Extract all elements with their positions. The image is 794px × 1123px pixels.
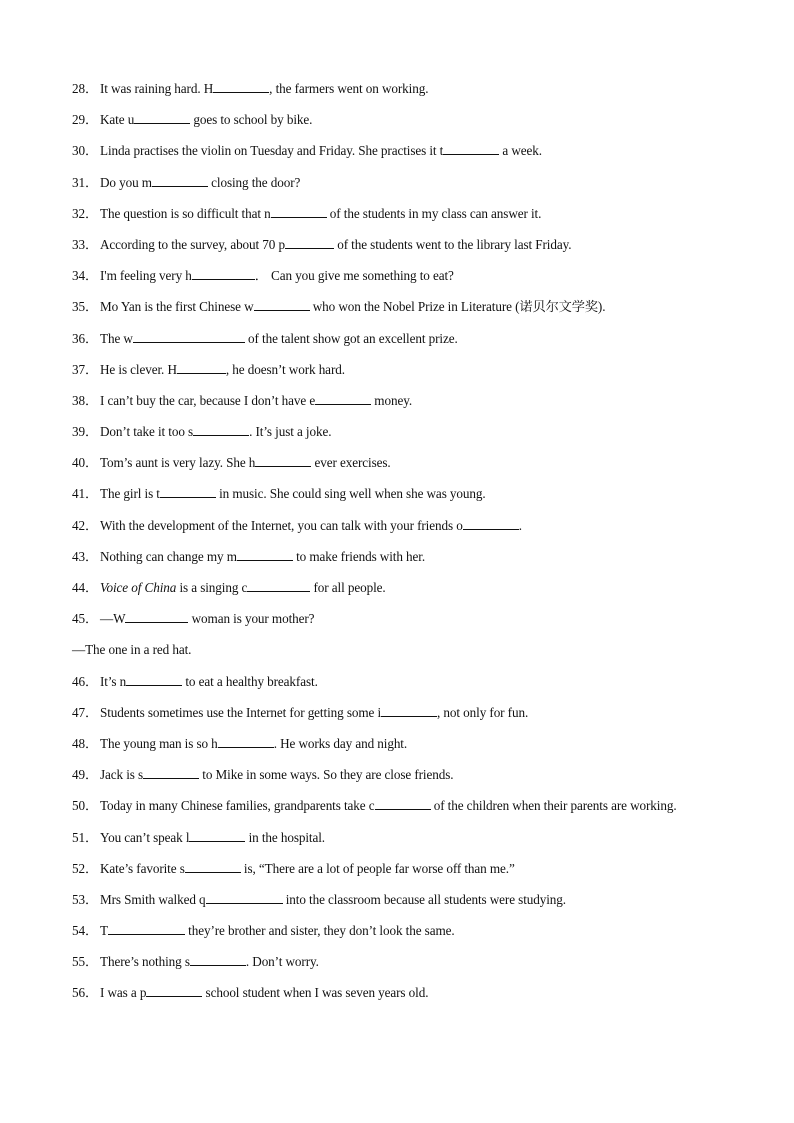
question-number: 51． [72, 829, 99, 845]
question-item [72, 891, 772, 922]
question-text: Don’t take it too s [100, 424, 194, 440]
question-text: Jack is s [100, 767, 144, 783]
answer-blank [255, 454, 311, 467]
answer-blank [160, 485, 216, 498]
question-text: It’s n [100, 673, 127, 689]
question-text: woman is your mother? [188, 611, 315, 627]
question-number: 43． [72, 548, 99, 564]
question-text: . Don’t worry. [245, 954, 319, 970]
question-text: The girl is t [100, 486, 160, 502]
question-number: 54． [72, 923, 99, 939]
answer-blank [134, 111, 190, 124]
question-text: I was a p [100, 985, 147, 1001]
question-item [72, 174, 772, 205]
answer-blank [126, 673, 182, 686]
answer-blank [381, 704, 437, 717]
answer-blank [143, 766, 199, 779]
question-text: ever exercises. [311, 455, 391, 471]
answer-blank [177, 361, 226, 374]
question-number: 55． [72, 954, 99, 970]
question-number: 31． [72, 174, 99, 190]
question-text: goes to school by bike. [190, 112, 313, 128]
question-text: who won the Nobel Prize in Literature (诺贝尔文学奖). [309, 299, 606, 315]
question-item [72, 548, 772, 579]
answer-blank [108, 922, 185, 935]
answer-blank [206, 891, 283, 904]
question-item [72, 142, 772, 173]
question-item [72, 579, 772, 610]
question-number: 35． [72, 299, 99, 315]
question-number: 29． [72, 112, 99, 128]
question-item [72, 922, 772, 953]
question-text: is a singing c [176, 580, 248, 595]
question-number: 36． [72, 330, 99, 346]
answer-blank [237, 548, 293, 561]
question-text: Students sometimes use the Internet for getting some i [100, 704, 382, 720]
answer-blank [254, 298, 310, 311]
question-number: 28． [72, 81, 99, 96]
question-number: 40． [72, 455, 99, 471]
question-number: 39． [72, 424, 99, 440]
question-text: With the development of the Internet, you can talk with your friends o [100, 517, 463, 533]
question-text: they’re brother and sister, they don’t look the same. [184, 923, 455, 939]
question-text: in the hospital. [245, 829, 326, 845]
question-item [72, 236, 772, 267]
question-number: 46． [72, 673, 99, 689]
question-text: school student when I was seven years old. [202, 985, 429, 1001]
answer-blank [146, 984, 202, 997]
question-text: Tom’s aunt is very lazy. She h [100, 455, 256, 471]
answer-blank [218, 735, 274, 748]
question-text: The young man is so h [100, 735, 218, 751]
answer-blank [190, 953, 246, 966]
question-text: You can’t speak l [100, 829, 190, 845]
question-item [72, 953, 772, 984]
answer-blank [133, 330, 245, 343]
answer-blank [125, 610, 188, 623]
question-text: He is clever. H [100, 361, 177, 377]
question-number: 45． [72, 611, 99, 627]
answer-blank [213, 80, 269, 93]
answer-blank [189, 829, 245, 842]
question-text: The question is so difficult that n [100, 205, 271, 221]
question-text: of the talent show got an excellent prize. [244, 330, 458, 346]
question-item [72, 829, 772, 860]
question-item [72, 330, 772, 361]
question-item [72, 205, 772, 236]
question-item [72, 361, 772, 392]
answer-blank [271, 205, 327, 218]
question-text: of the students in my class can answer it. [326, 205, 542, 221]
answer-blank [185, 860, 241, 873]
question-text: Linda practises the violin on Tuesday and Friday. She practises it t [100, 143, 444, 159]
answer-blank [152, 174, 208, 187]
question-text: to make friends with her. [292, 548, 426, 564]
question-number: 48． [72, 735, 99, 751]
question-item [72, 298, 772, 329]
question-number: 33． [72, 236, 99, 252]
question-item [72, 392, 772, 423]
question-text: is, “There are a lot of people far worse off than me.” [240, 860, 515, 876]
question-item [72, 610, 772, 641]
question-text: The w [100, 330, 133, 346]
question-text: money. [371, 392, 413, 408]
question-text: Kate’s favorite s [100, 860, 185, 876]
question-continuation [72, 641, 772, 672]
question-item [72, 267, 772, 298]
question-item [72, 860, 772, 891]
question-text: . [518, 517, 522, 533]
question-text: ． Can you give me something to eat? [254, 268, 454, 284]
question-number: 53． [72, 891, 99, 907]
question-number: 41． [72, 486, 99, 502]
question-text: I can’t buy the car, because I don’t have e [100, 392, 316, 408]
question-item [72, 423, 772, 454]
question-text: According to the survey, about 70 p [100, 236, 285, 252]
question-number: 56． [72, 985, 99, 1001]
question-text: Do you m [100, 174, 152, 190]
question-list [72, 80, 772, 1016]
question-item [72, 485, 772, 516]
question-text: It was raining hard. H [100, 81, 214, 96]
answer-blank [247, 579, 310, 592]
answer-blank [375, 797, 431, 810]
question-text: . He works day and night. [273, 735, 408, 751]
question-text: . It’s just a joke. [249, 424, 332, 440]
question-item [72, 517, 772, 548]
question-number: 34． [72, 268, 99, 284]
answer-blank [192, 267, 255, 280]
answer-blank [463, 517, 519, 530]
question-number: 42． [72, 517, 99, 533]
question-item [72, 735, 772, 766]
question-text: of the students went to the library last Friday. [334, 236, 572, 252]
question-text: Mo Yan is the first Chinese w [100, 299, 254, 315]
question-number: 49． [72, 767, 99, 783]
question-item [72, 704, 772, 735]
question-text: —W [100, 611, 126, 627]
question-number: 47． [72, 704, 99, 720]
question-number: 30． [72, 143, 99, 159]
question-text: for all people. [310, 580, 386, 595]
question-text: into the classroom because all students were studying. [282, 891, 566, 907]
question-text: There’s nothing s [100, 954, 190, 970]
question-text: , he doesn’t work hard. [225, 361, 345, 377]
question-text: , the farmers went on working. [269, 81, 429, 96]
question-item [72, 80, 772, 111]
answer-blank [285, 236, 334, 249]
question-text: —The one in a red hat. [72, 642, 192, 658]
question-text: Kate u [100, 112, 135, 128]
question-item [72, 766, 772, 797]
question-number: 38． [72, 392, 99, 408]
question-item [72, 673, 772, 704]
question-text: to Mike in some ways. So they are close friends. [199, 767, 454, 783]
answer-blank [443, 142, 499, 155]
question-number: 37． [72, 361, 99, 377]
italic-title-text: Voice of China [100, 580, 177, 595]
question-number: 52． [72, 860, 99, 876]
question-text: Nothing can change my m [100, 548, 237, 564]
question-text: Mrs Smith walked q [100, 891, 206, 907]
question-text: I'm feeling very h [100, 268, 192, 284]
question-text: Today in many Chinese families, grandparents take c [100, 798, 375, 814]
question-item [72, 797, 772, 828]
question-text: in music. She could sing well when she was young. [215, 486, 486, 502]
question-text: T [100, 923, 108, 939]
question-item [72, 454, 772, 485]
question-item [72, 111, 772, 142]
question-number: 32． [72, 205, 99, 221]
question-text: , not only for fun. [437, 704, 529, 720]
question-item [72, 984, 772, 1015]
answer-blank [315, 392, 371, 405]
question-text: a week. [499, 143, 543, 159]
question-text: of the children when their parents are working. [430, 798, 677, 814]
question-number: 44． [72, 580, 99, 595]
question-text: closing the door? [207, 174, 301, 190]
answer-blank [193, 423, 249, 436]
question-number: 50． [72, 798, 99, 814]
question-text: to eat a healthy breakfast. [182, 673, 318, 689]
